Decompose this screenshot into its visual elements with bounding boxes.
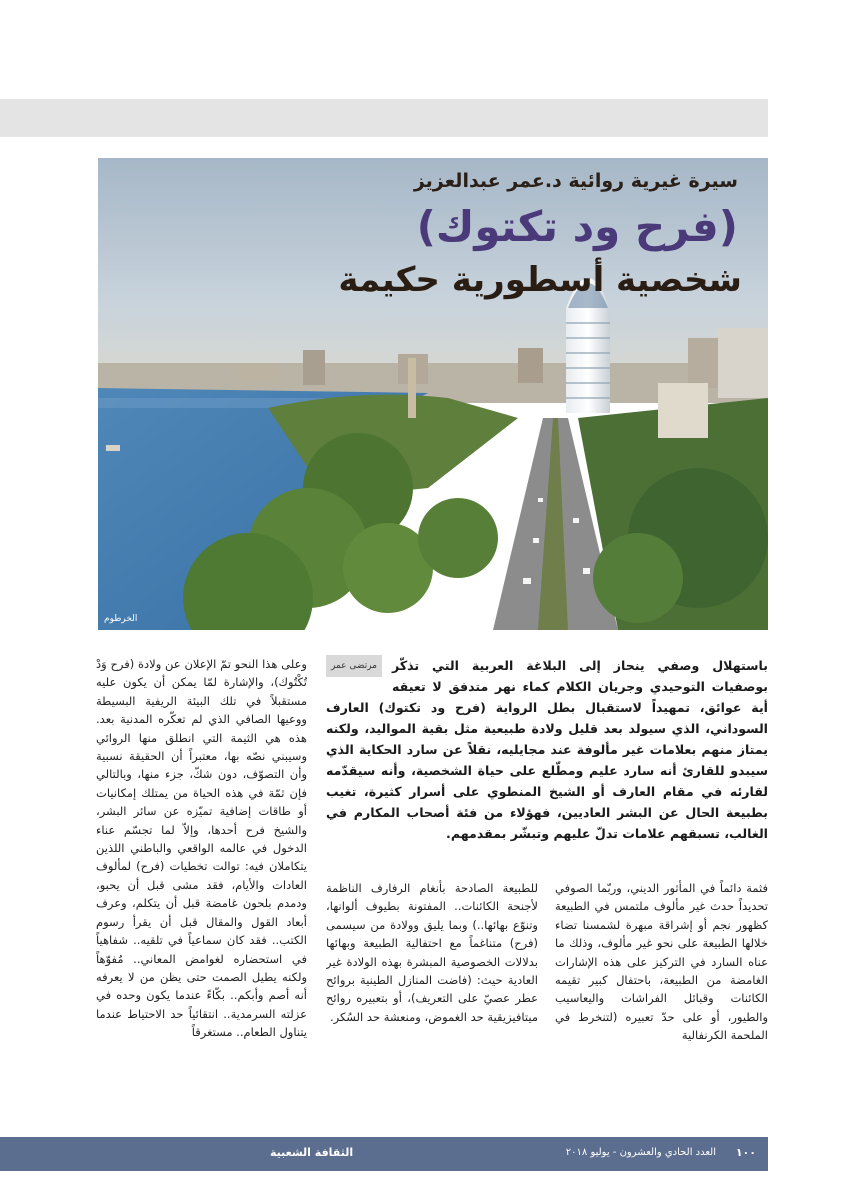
body-column-right: فثمة دائماً في المأثور الديني، وربّما الصوفي تحديداً حدث غير مألوف ملتمس في الطبيعة كظهور نجم أو إشراقة مبهرة لشمسنا تضاء خلالها الطبيعة على نحو غير مألوف، وذلك ما عناه السارد في التركيز على هذه الإشارات الغامضة من الطبيعة، باحتفال كبير تقيمه الكائنات وقبائل الفراشات واليعاسيب والطيور، أو على حدّ تعبيره (لتنخرط في الملحمة الكرنفالية xyxy=(555,881,768,1043)
body-column-left: وعلى هذا النحو تمّ الإعلان عن ولادة (فرح وَدْ تُكْتُوك)، والإشارة لمّا يمكن أن يكون عليه مستقبلاً في تلك البيئة الريفية البسيطة ووعيها الصافي الذي لم تعكّره المدنية بعد. هذه هي الثيمة التي انطلق منها الروائي وسيبني نصّه بها، معتبراً أن الحقيقة نسبية وأن التصوّف، دون شكّ، جزء منها، وبالتالي فإن ثمّة في هذه الحياة من يمتلك إمكانيات أو طاقات إضافية تميّزه عن سائر البشر، والشيخ فرح أحدها، وإلاّ لما تجسّم عناء الدخول في عالمه الواقعي والباطني اللذين يتكاملان فيه: توالت تخطيات (فرح) لمألوف العادات والأيام، فقد مشى قبل أن يحبو، ودمدم بلحون غامضة قبل أن يتكلم، وعرف أبعاد القول والمقال قبل أن يقرأ رسوم الكتب.. فقد كان سماعياً في تلقيه.. شفاهياً في استحضاره لغوامض المعاني.. مُفوّهاً ولكنه يطيل الصمت حتى يظن من لا يعرفه أنه أصم وأبكم.. بكّاءً عندما يكون وحده في عزلته السرمدية.. انتقائياً حد الاحتياط عندما يتناول الطعام.. مستغرقاً xyxy=(96,657,307,1040)
article-intro xyxy=(326,655,768,844)
author-tag: مرتضى عمر xyxy=(326,655,382,677)
magazine-brand: الثقافة الشعبية xyxy=(270,1146,354,1159)
article-subtitle: شخصية أسطورية حكيمة xyxy=(338,260,742,300)
footer-bar xyxy=(0,1137,768,1171)
article-kicker: سيرة غيرية روائية د.عمر عبدالعزيز xyxy=(413,170,738,192)
issue-info: العدد الحادي والعشرون - يوليو ٢٠١٨ xyxy=(565,1147,716,1158)
body-column-middle: للطبيعة الصادحة بأنغام الرفارف الناظمة لأجنحة الكائنات.. المفتونة بطيوف ألوانها، وتنوّع بهائها..) وبما يليق وولادة من سيسمى (فرح) متناغماً مع احتفالية الطبيعة وبهائها بدلالات الخصوصية المبشرة بهذه الولادة غير العادية حيث: (فاضت المنازل الطينية بروائح عطر عصيّ على التعريف)، أو بتعبيره روائح ميتافيزيقية حد الغموض، ومنعشة حد السُكر. xyxy=(326,881,538,1024)
photo-credit: الخرطوم xyxy=(104,614,138,624)
article-title: (فرح ود تكتوك) xyxy=(416,202,738,251)
intro-text: باستهلال وصفي ينحاز إلى البلاغة العربية التي تذكّر بوصفيات التوحيدي وجريان الكلام كماء نهر متدفق لا تعيقه أية عوائق، تمهيداً لاستقبال بطل الرواية (فرح ود تكتوك) العارف السوداني، الذي سيولد بعد قليل ولادة طبيعية مثل بقية المواليد، ولكنه يمتاز منهم بعلامات غير مألوفة عند مجايليه، نقلاً عن سارد الحكاية الذي سيبدو للقارئ أنه سارد عليم ومطّلع على حياة الشخصية، وأنه سيقدّمه لقارئه في مقام العارف أو الشيخ المنطوي على أسرار كثيرة، تغيب بطبيعة الحال عن البشر العاديين، فهؤلاء من فئة أصحاب المكارم في الغالب، تسبقهم علامات تدلّ عليهم وتبشّر بمقدمهم. xyxy=(326,658,768,841)
page-number: ١٠٠ xyxy=(735,1146,756,1159)
hero-photo xyxy=(98,158,768,630)
top-gray-band xyxy=(0,99,768,137)
